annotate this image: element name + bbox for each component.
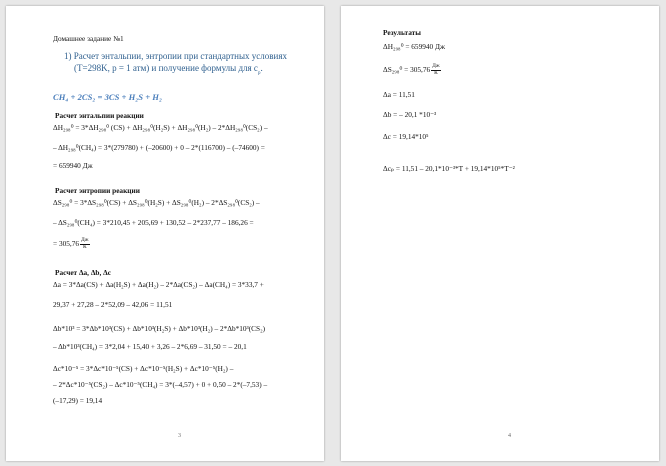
result-entropy-unit-fraction: $\frac{Дж}{К}$ (432, 63, 440, 76)
enthalpy-line2: – ΔH₂₉₈⁰(CH₄) = 3*(279780) + (–20600) + 0 – 2*(116700) – (–74600) = (53, 143, 265, 152)
homework-header: Домашнее задание №1 (53, 34, 124, 43)
delta-a-line2: 29,37 + 27,28 – 2*52,09 – 42,06 = 11,51 (53, 300, 173, 309)
section-heading-line2: (Т=298K, p = 1 атм) и получение формулы для $c_p$. (74, 63, 263, 76)
document-page-left (6, 6, 324, 461)
section-heading-line1: 1) Расчет энтальпии, энтропии при стандартных условиях (64, 51, 287, 61)
delta-title: Расчет Δa, Δb, Δc (55, 268, 111, 277)
delta-c-line1: Δc*10⁻⁵ = 3*Δc*10⁻⁵(CS) + Δc*10⁻⁵(H₂S) + Δc*10⁻⁵(H₂) – (53, 364, 234, 373)
delta-b-line2: – Δb*10³(CH₄) = 3*2,04 + 15,40 + 3,26 – 2*6,69 – 31,50 = – 20,1 (53, 342, 247, 351)
reaction-equation: CH₄ + 2CS₂ = 3CS + H₂S + H₂ (53, 92, 162, 102)
entropy-line2: – ΔS₂₉₈⁰(CH₄) = 3*210,45 + 205,69 + 130,52 – 2*237,77 – 186,26 = (53, 218, 254, 227)
delta-b-line1: Δb*10³ = 3*Δb*10³(CS) + Δb*10³(H₂S) + Δb*10³(H₂) – 2*Δb*10³(CS₂) (53, 324, 266, 333)
delta-a-line1: Δa = 3*Δa(CS) + Δa(H₂S) + Δa(H₂) – 2*Δa(CS₂) – Δa(CH₄) = 3*33,7 + (53, 280, 264, 289)
entropy-line3: = 305,76 $\frac{Дж}{К}$ (53, 237, 89, 250)
result-delta-cp: Δcₚ = 11,51 – 20,1*10⁻³*T + 19,14*10⁵*T⁻² (383, 164, 515, 173)
page-number: 3 (178, 433, 181, 439)
enthalpy-line3: = 659940 Дж (53, 161, 93, 170)
delta-c-line2: – 2*Δc*10⁻⁵(CS₂) – Δc*10⁻⁵(CH₄) = 3*(–4,57) + 0 + 0,50 – 2*(–7,53) – (53, 380, 268, 389)
result-entropy: ΔS₂₉₈⁰ = 305,76 $\frac{Дж}{К}$ (383, 63, 440, 76)
enthalpy-title: Расчет энтальпии реакции (55, 111, 144, 120)
results-title: Результаты (383, 28, 421, 37)
result-delta-a: Δa = 11,51 (383, 90, 415, 99)
delta-c-line3: (–17,29) = 19,14 (53, 396, 103, 405)
entropy-unit-fraction: $\frac{Дж}{К}$ (81, 237, 89, 250)
entropy-title: Расчет энтропии реакции (55, 186, 140, 195)
page-number: 4 (508, 433, 511, 439)
document-page-right (341, 6, 659, 461)
result-enthalpy: ΔH₂₉₈⁰ = 659940 Дж (383, 42, 446, 51)
entropy-line1: ΔS₂₉₈⁰ = 3*ΔS₂₉₈⁰(CS) + ΔS₂₉₈⁰(H₂S) + ΔS₂₉₈⁰(H₂) – 2*ΔS₂₉₈⁰(CS₂) – (53, 198, 260, 207)
result-delta-b: Δb = – 20,1 *10⁻³ (383, 110, 437, 119)
enthalpy-line1: ΔH₂₉₈⁰ = 3*ΔH₂₉₈⁰ (CS) + ΔH₂₉₈⁰(H₂S) + ΔH₂₉₈⁰(H₂) – 2*ΔH₂₉₈⁰(CS₂) – (53, 123, 268, 132)
result-delta-c: Δc = 19,14*10⁵ (383, 132, 429, 141)
